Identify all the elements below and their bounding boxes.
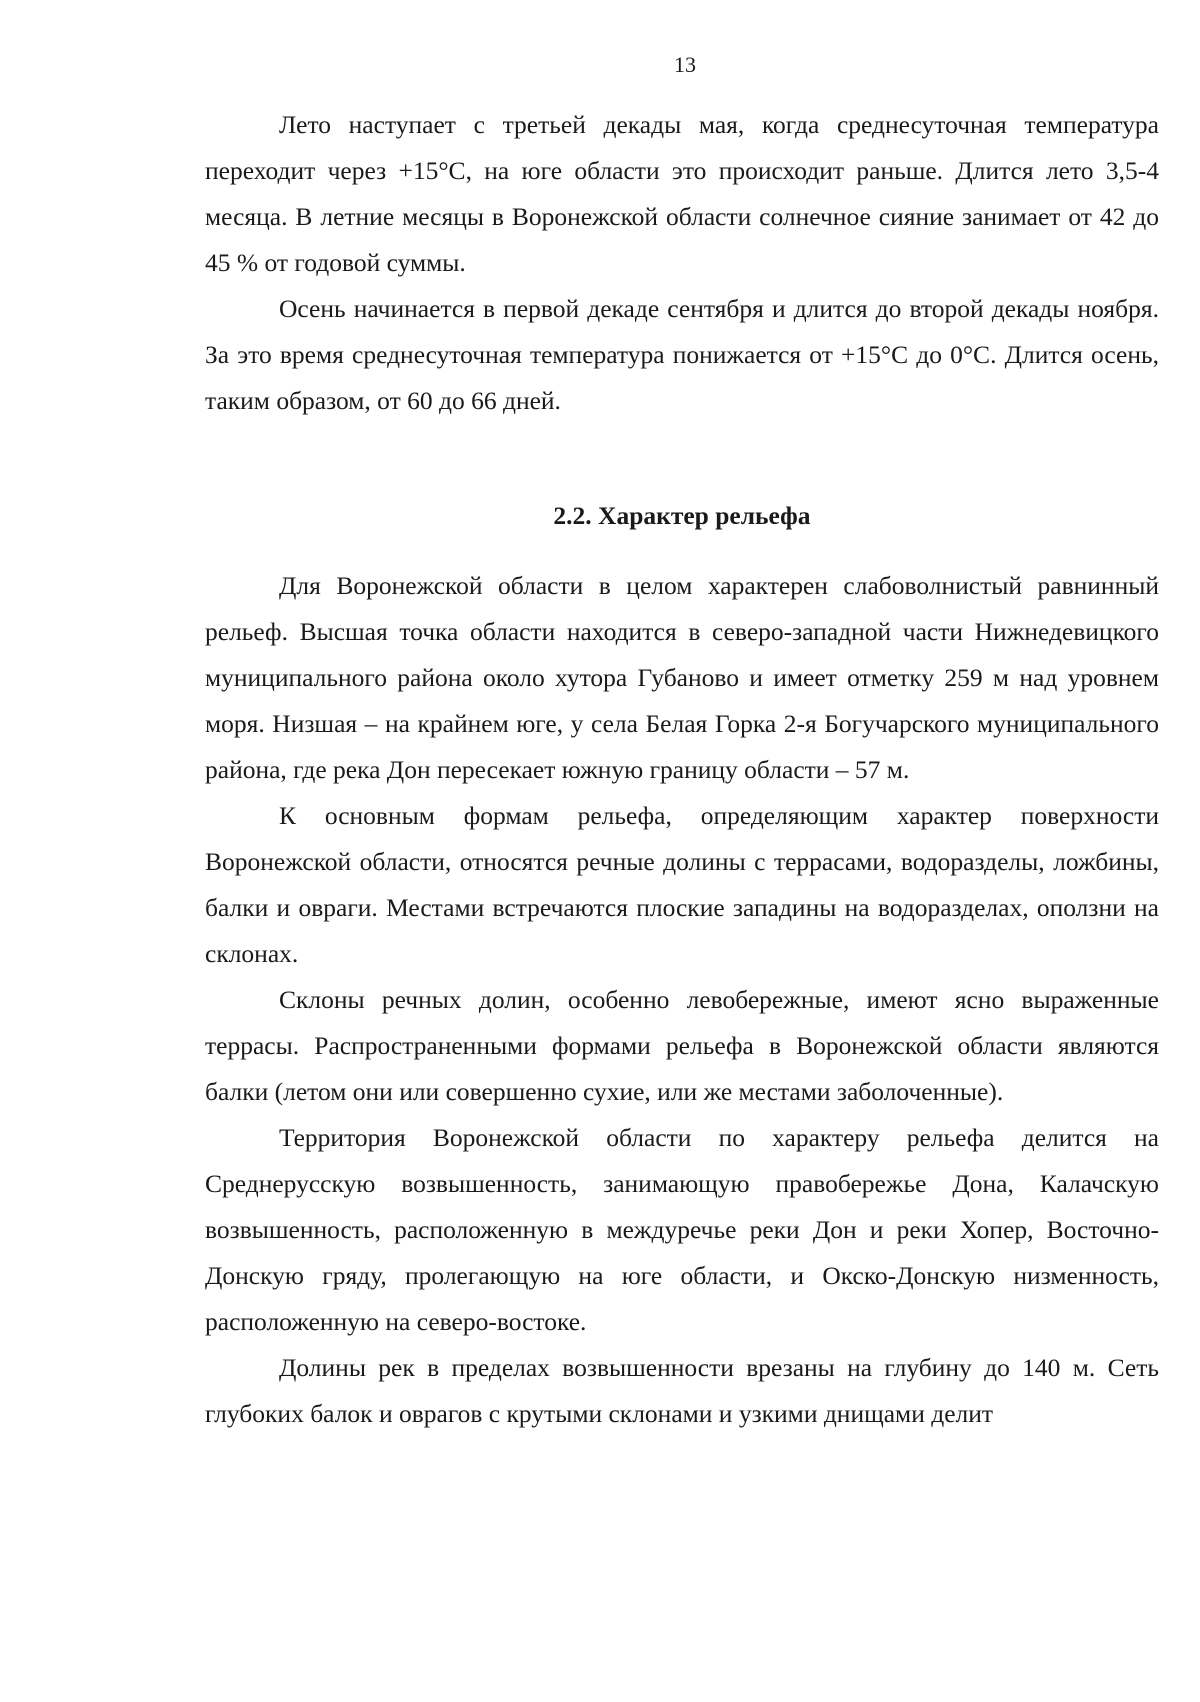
page-number: 13 xyxy=(674,52,696,77)
section-relief xyxy=(205,493,1159,1437)
paragraph-autumn: Осень начинается в первой декаде сентября и длится до второй декады ноября. За это время среднесуточная температура понижается от +15°С до 0°С. Длится осень, таким образом, от 60 до 66 дней. xyxy=(205,294,1159,415)
paragraph-relief-forms: К основным формам рельефа, определяющим характер поверхности Воронежской области, относятся речные долины с террасами, водоразделы, ложбины, балки и овраги. Местами встречаются плоские западины на водоразделах, оползни на склонах. xyxy=(205,801,1159,968)
paragraph-river-valleys: Долины рек в пределах возвышенности врезаны на глубину до 140 м. Сеть глубоких балок и оврагов с крутыми склонами и узкими днищами делит xyxy=(205,1353,1159,1428)
section-heading: 2.2. Характер рельефа xyxy=(553,501,811,530)
paragraph-valley-slopes: Склоны речных долин, особенно левобережные, имеют ясно выраженные террасы. Распространенными формами рельефа в Воронежской области являются балки (летом они или совершенно сухие, или же местами заболоченные). xyxy=(205,985,1159,1106)
paragraph-summer: Лето наступает с третьей декады мая, когда среднесуточная температура переходит через +15°С, на юге области это происходит раньше. Длится лето 3,5-4 месяца. В летние месяцы в Воронежской области солнечное сияние занимает от 42 до 45 % от годовой суммы. xyxy=(205,110,1159,277)
paragraph-relief-overview: Для Воронежской области в целом характерен слабоволнистый равнинный рельеф. Высшая точка области находится в северо-западной части Нижнедевицкого муниципального района около хутора Губаново и имеет отметку 259 м над уровнем моря. Низшая – на крайнем юге, у села Белая Горка 2-я Богучарского муниципального района, где река Дон пересекает южную границу области – 57 м. xyxy=(205,571,1159,784)
paragraph-territory-division: Территория Воронежской области по характеру рельефа делится на Среднерусскую возвышенность, занимающую правобережье Дона, Калачскую возвышенность, расположенную в междуречье реки Дон и реки Хопер, Восточно-Донскую гряду, пролегающую на юге области, и Окско-Донскую низменность, расположенную на северо-востоке. xyxy=(205,1123,1159,1336)
intro-text xyxy=(205,102,1159,424)
